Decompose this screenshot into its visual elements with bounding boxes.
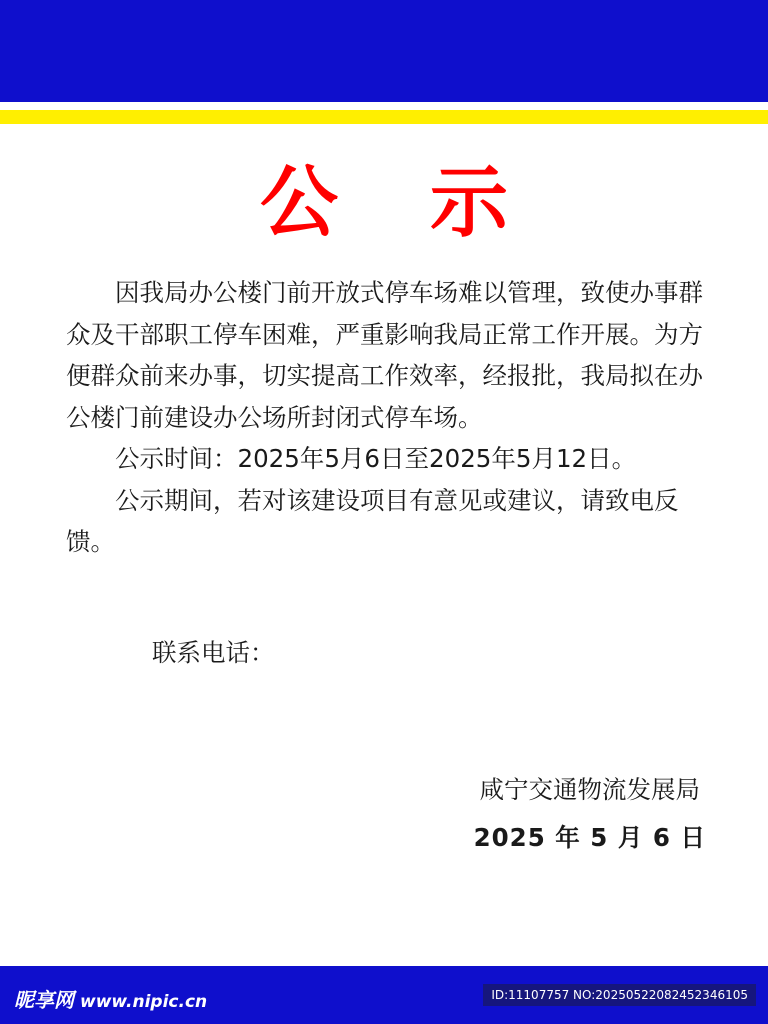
top-blue-band bbox=[0, 0, 768, 102]
issue-date: 2025 年 5 月 6 日 bbox=[473, 823, 706, 852]
watermark-url: www.nipic.cn bbox=[80, 992, 208, 1012]
watermark-id: ID:11107757 NO:20250522082452346105 bbox=[483, 984, 756, 1006]
notice-title bbox=[0, 155, 768, 251]
title-char-2: 示 bbox=[430, 157, 509, 248]
paragraph-period: 公示时间：2025年5月6日至2025年5月12日。 bbox=[115, 444, 637, 473]
issuing-organization: 咸宁交通物流发展局 bbox=[479, 775, 701, 804]
title-char-1: 公 bbox=[259, 157, 338, 248]
top-yellow-stripe bbox=[0, 110, 768, 124]
notice-body bbox=[66, 272, 706, 563]
signature-block bbox=[474, 766, 706, 862]
paragraph-reason: 因我局办公楼门前开放式停车场难以管理，致使办事群众及干部职工停车困难，严重影响我局正常工作开展。为方便群众前来办事，切实提高工作效率，经报批，我局拟在办公楼门前建设办公场所封闭式停车场。 bbox=[66, 278, 703, 432]
watermark-logo bbox=[14, 984, 207, 1013]
watermark-logo-text: 昵享网 bbox=[14, 988, 74, 1012]
contact-phone-label: 联系电话： bbox=[152, 638, 275, 667]
paragraph-feedback: 公示期间，若对该建设项目有意见或建议，请致电反馈。 bbox=[66, 485, 679, 556]
